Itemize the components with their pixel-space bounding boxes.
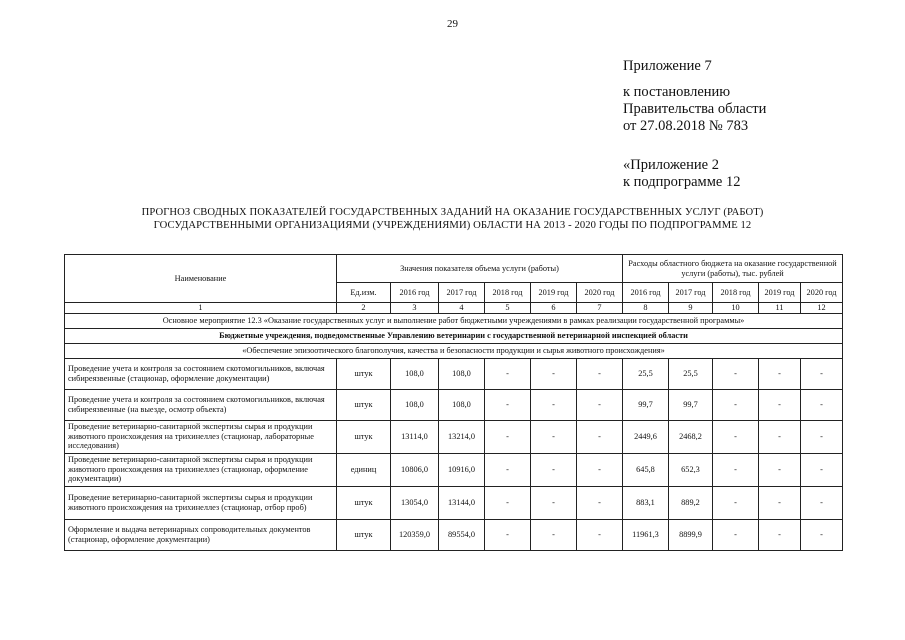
header-year: 2018 год xyxy=(713,283,759,303)
volume-value: - xyxy=(531,453,577,486)
column-number: 9 xyxy=(669,303,713,314)
expense-value: - xyxy=(759,358,801,389)
title-line: ПРОГНОЗ СВОДНЫХ ПОКАЗАТЕЛЕЙ ГОСУДАРСТВЕННЫХ ЗАДАНИЙ НА ОКАЗАНИЕ ГОСУДАРСТВЕННЫХ УСЛУГ (РАБОТ) xyxy=(141,207,764,218)
appendix-line: Правительства области xyxy=(623,101,767,117)
volume-value: 13144,0 xyxy=(439,486,485,519)
volume-value: 13054,0 xyxy=(391,486,439,519)
column-number: 11 xyxy=(759,303,801,314)
table-row xyxy=(65,519,843,550)
expense-value: - xyxy=(713,420,759,453)
service-name: Проведение ветеринарно-санитарной экспертизы сырья и продукции животного происхождения на трихинеллез (стационар, оформление документации) xyxy=(65,453,337,486)
volume-value: - xyxy=(485,420,531,453)
volume-value: - xyxy=(531,486,577,519)
volume-value: - xyxy=(577,389,623,420)
table-row xyxy=(65,389,843,420)
table-row xyxy=(65,486,843,519)
expense-value: 645,8 xyxy=(623,453,669,486)
header-year: 2019 год xyxy=(759,283,801,303)
volume-value: - xyxy=(577,453,623,486)
volume-value: 10806,0 xyxy=(391,453,439,486)
volume-value: 89554,0 xyxy=(439,519,485,550)
volume-value: 108,0 xyxy=(439,358,485,389)
expense-value: - xyxy=(713,453,759,486)
header-year: 2020 год xyxy=(577,283,623,303)
appendix-subref xyxy=(623,157,740,191)
header-expense: Расходы областного бюджета на оказание государственной услуги (работы), тыс. рублей xyxy=(623,255,843,283)
expense-value: - xyxy=(713,519,759,550)
table-row xyxy=(65,453,843,486)
volume-value: - xyxy=(577,486,623,519)
expense-value: 99,7 xyxy=(669,389,713,420)
section-institutions: Бюджетные учреждения, подведомственные Управлению ветеринарии с государственной ветеринарной инспекцией области xyxy=(65,328,843,343)
expense-value: 8899,9 xyxy=(669,519,713,550)
expense-value: - xyxy=(759,519,801,550)
appendix-line: к подпрограмме 12 xyxy=(623,174,741,190)
service-name: Проведение ветеринарно-санитарной экспертизы сырья и продукции животного происхождения на трихинеллез (стационар, отбор проб) xyxy=(65,486,337,519)
header-year: 2016 год xyxy=(391,283,439,303)
expense-value: - xyxy=(801,420,843,453)
expense-value: - xyxy=(713,486,759,519)
page-number: 29 xyxy=(447,18,458,30)
unit-cell: штук xyxy=(337,519,391,550)
expense-value: - xyxy=(759,420,801,453)
header-year: 2017 год xyxy=(439,283,485,303)
appendix-label xyxy=(623,58,712,75)
section-main-activity: Основное мероприятие 12.3 «Оказание государственных услуг и выполнение работ бюджетными учреждениями в рамках реализации государственной программы» xyxy=(65,313,843,328)
appendix-line: к постановлению xyxy=(623,84,731,100)
expense-value: - xyxy=(759,486,801,519)
expense-value: - xyxy=(713,358,759,389)
column-number: 6 xyxy=(531,303,577,314)
expense-value: - xyxy=(801,453,843,486)
volume-value: - xyxy=(577,519,623,550)
expense-value: 25,5 xyxy=(623,358,669,389)
volume-value: - xyxy=(485,519,531,550)
unit-cell: штук xyxy=(337,389,391,420)
volume-value: 13214,0 xyxy=(439,420,485,453)
table-row xyxy=(65,358,843,389)
header-year: 2018 год xyxy=(485,283,531,303)
expense-value: 99,7 xyxy=(623,389,669,420)
column-number: 1 xyxy=(65,303,337,314)
header-name: Наименование xyxy=(65,255,337,303)
expense-value: 652,3 xyxy=(669,453,713,486)
header-year: 2016 год xyxy=(623,283,669,303)
column-number: 3 xyxy=(391,303,439,314)
expense-value: - xyxy=(801,389,843,420)
header-unit: Ед.изм. xyxy=(337,283,391,303)
header-year: 2020 год xyxy=(801,283,843,303)
expense-value: 2449,6 xyxy=(623,420,669,453)
expense-value: - xyxy=(801,486,843,519)
volume-value: - xyxy=(577,420,623,453)
volume-value: - xyxy=(485,453,531,486)
column-number: 7 xyxy=(577,303,623,314)
volume-value: 108,0 xyxy=(439,389,485,420)
expense-value: 25,5 xyxy=(669,358,713,389)
forecast-table xyxy=(64,254,843,551)
header-year: 2019 год xyxy=(531,283,577,303)
service-name: Оформление и выдача ветеринарных сопроводительных документов (стационар, оформление документации) xyxy=(65,519,337,550)
volume-value: 120359,0 xyxy=(391,519,439,550)
service-name: Проведение учета и контроля за состоянием скотомогильников, включая сибиреязвенные (стационар, оформление документации) xyxy=(65,358,337,389)
unit-cell: единиц xyxy=(337,453,391,486)
expense-value: 11961,3 xyxy=(623,519,669,550)
expense-value: - xyxy=(759,389,801,420)
volume-value: 108,0 xyxy=(391,358,439,389)
volume-value: - xyxy=(531,389,577,420)
volume-value: - xyxy=(577,358,623,389)
title-line: ГОСУДАРСТВЕННЫМИ ОРГАНИЗАЦИЯМИ (УЧРЕЖДЕНИЯМИ) ОБЛАСТИ НА 2013 - 2020 ГОДЫ ПО ПОДПРОГРАММЕ 12 xyxy=(153,220,752,231)
appendix-line: Приложение 7 xyxy=(623,58,712,74)
expense-value: - xyxy=(713,389,759,420)
document-title xyxy=(0,206,905,232)
column-number: 12 xyxy=(801,303,843,314)
header-volume: Значения показателя объема услуги (работы) xyxy=(337,255,623,283)
appendix-line: от 27.08.2018 № 783 xyxy=(623,118,749,134)
expense-value: 889,2 xyxy=(669,486,713,519)
unit-cell: штук xyxy=(337,420,391,453)
volume-value: 13114,0 xyxy=(391,420,439,453)
volume-value: 108,0 xyxy=(391,389,439,420)
volume-value: - xyxy=(485,358,531,389)
unit-cell: штук xyxy=(337,486,391,519)
expense-value: - xyxy=(801,358,843,389)
expense-value: 883,1 xyxy=(623,486,669,519)
volume-value: - xyxy=(531,358,577,389)
volume-value: - xyxy=(485,486,531,519)
volume-value: 10916,0 xyxy=(439,453,485,486)
appendix-line: «Приложение 2 xyxy=(623,157,719,173)
table-row xyxy=(65,420,843,453)
volume-value: - xyxy=(531,519,577,550)
expense-value: - xyxy=(801,519,843,550)
volume-value: - xyxy=(485,389,531,420)
service-name: Проведение учета и контроля за состоянием скотомогильников, включая сибиреязвенные (на выезде, осмотр объекта) xyxy=(65,389,337,420)
unit-cell: штук xyxy=(337,358,391,389)
column-number: 8 xyxy=(623,303,669,314)
column-number: 5 xyxy=(485,303,531,314)
column-number: 4 xyxy=(439,303,485,314)
section-service: «Обеспечение эпизоотического благополучия, качества и безопасности продукции и сырья животного происхождения» xyxy=(65,343,843,358)
expense-value: 2468,2 xyxy=(669,420,713,453)
appendix-reference xyxy=(623,84,766,135)
column-number: 10 xyxy=(713,303,759,314)
service-name: Проведение ветеринарно-санитарной экспертизы сырья и продукции животного происхождения на трихинеллез (стационар, лабораторные исследования) xyxy=(65,420,337,453)
column-number: 2 xyxy=(337,303,391,314)
expense-value: - xyxy=(759,453,801,486)
header-year: 2017 год xyxy=(669,283,713,303)
volume-value: - xyxy=(531,420,577,453)
